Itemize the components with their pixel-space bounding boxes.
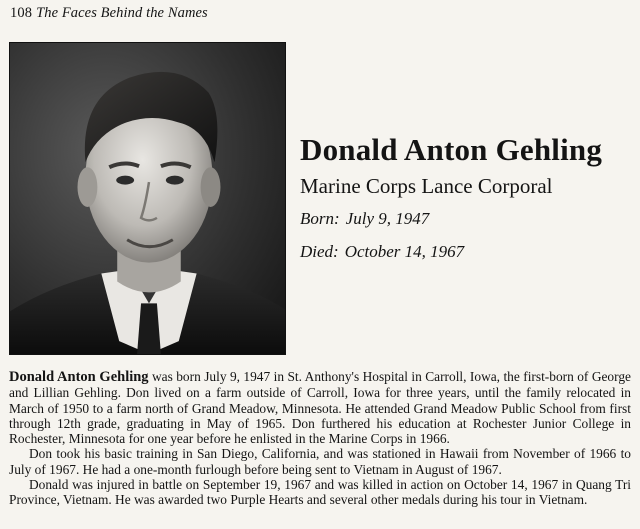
running-header [10, 5, 208, 22]
person-rank: Marine Corps Lance Corporal [300, 174, 553, 198]
left-ear [78, 167, 98, 207]
bio-paragraph-3: Donald was injured in battle on September 19, 1967 and was killed in action on October 14, 1967 in Quang Tri Province, Vietnam. He was awarded two Purple Hearts and several other medals during his tour in Vietnam. [9, 477, 631, 508]
right-eye [166, 176, 184, 185]
biography [9, 369, 631, 508]
bio-paragraph-1 [9, 369, 631, 446]
page-number: 108 [10, 5, 33, 21]
portrait-illustration [10, 43, 285, 354]
person-name: Donald Anton Gehling [300, 132, 603, 167]
born-line [300, 209, 429, 229]
necktie [137, 303, 161, 354]
died-date: October 14, 1967 [344, 242, 465, 261]
book-title: The Faces Behind the Names [36, 5, 208, 21]
bio-paragraph-1-text: was born July 9, 1947 in St. Anthony's Hospital in Carroll, Iowa, the first-born of George and Lillian Gehling. Don lived on a farm outside of Carroll, Iowa for three years, until the family relocated in March of 1950 to a farm north of Grand Meadow, Minnesota. He attended Grand Meadow Public School from first through 12th grade, graduating in May of 1965. Don furthered his education at Rochester Junior College in Rochester, Minnesota for one year before he enlisted in the Marine Corps in 1966. [9, 369, 631, 447]
died-line [300, 242, 464, 262]
died-label: Died: [300, 242, 339, 261]
right-ear [201, 167, 221, 207]
bio-lead-name: Donald Anton Gehling [9, 369, 149, 385]
born-date: July 9, 1947 [345, 209, 430, 228]
bio-paragraph-2: Don took his basic training in San Diego, California, and was stationed in Hawaii from November of 1966 to July of 1967. He had a one-month furlough before being sent to Vietnam in August of 1967. [9, 446, 631, 477]
born-label: Born: [300, 209, 340, 228]
left-eye [116, 176, 134, 185]
portrait-photo [9, 42, 286, 355]
